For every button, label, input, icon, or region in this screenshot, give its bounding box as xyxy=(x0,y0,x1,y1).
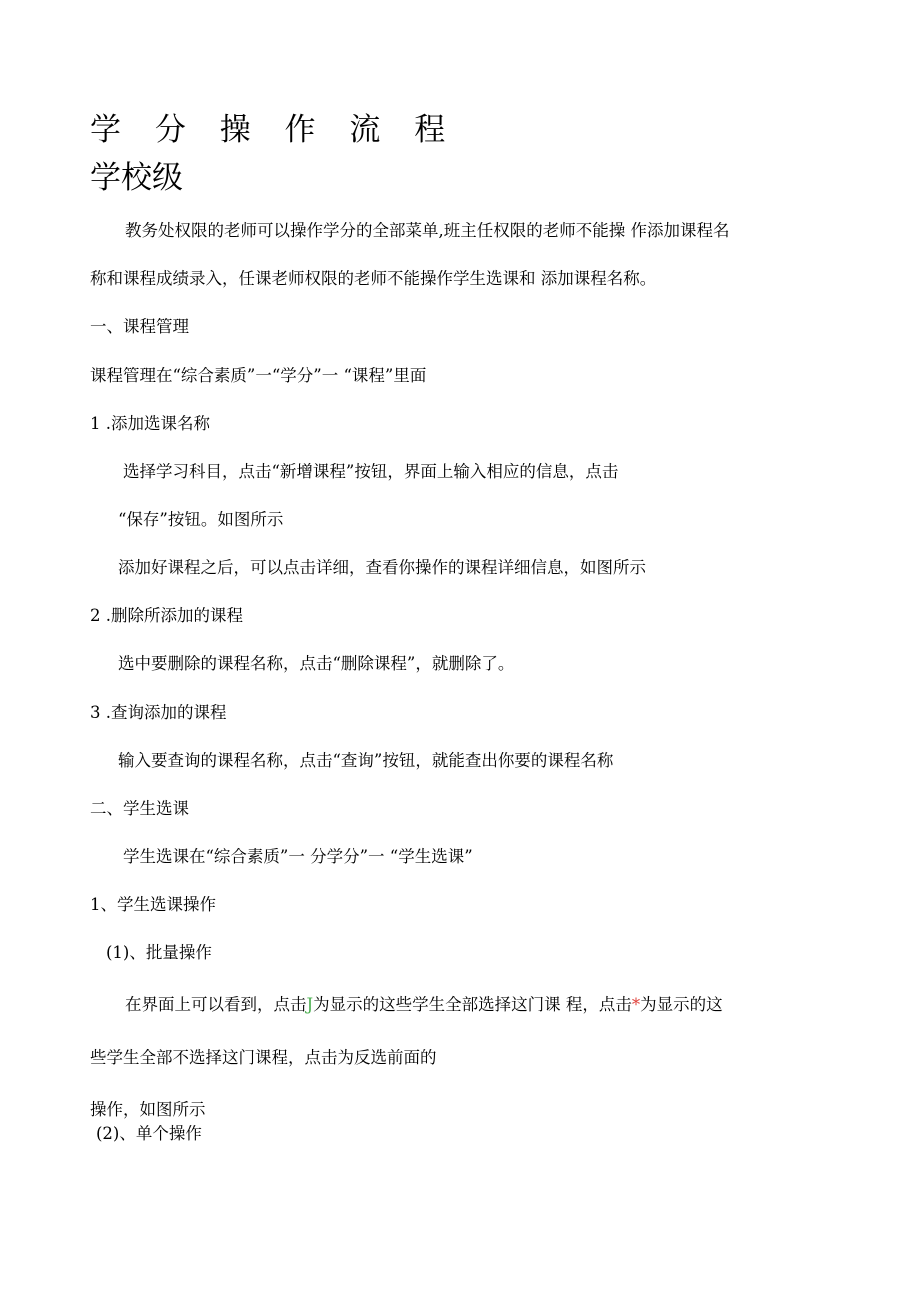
intro-paragraph-line-2: 称和课程成绩录入，任课老师权限的老师不能操作学生选课和 添加课程名称。 xyxy=(90,269,657,288)
item-1-text-line-1: 选择学习科目，点击“新增课程”按钮，界面上输入相应的信息，点击 xyxy=(123,462,619,481)
select-all-icon: J xyxy=(306,995,314,1014)
item-3-text: 输入要查询的课程名称，点击“查询”按钮，就能查出你要的课程名称 xyxy=(118,751,614,770)
section-2-path: 学生选课在“综合素质”一 分学分”一 “学生选课” xyxy=(123,847,473,866)
batch-paragraph-line-1 xyxy=(125,994,723,1016)
document-title: 学 分 操 作 流 程 xyxy=(90,112,458,148)
section-1-path: 课程管理在“综合素质”一“学分”一 “课程”里面 xyxy=(90,366,427,385)
sub-1-2-heading: (2)、单个操作 xyxy=(96,1124,202,1143)
section-2-heading: 二、学生选课 xyxy=(90,799,189,818)
item-1-text-line-3: 添加好课程之后，可以点击详细，查看你操作的课程详细信息，如图所示 xyxy=(118,558,646,577)
sub-1-1-heading: (1)、批量操作 xyxy=(106,943,212,962)
batch-text-b: 为显示的这些学生全部选择这门课 程，点击 xyxy=(313,995,632,1014)
intro-paragraph-line-1: 教务处权限的老师可以操作学分的全部菜单,班主任权限的老师不能操 作添加课程名 xyxy=(125,221,730,240)
sub-1-heading: 1、学生选课操作 xyxy=(90,895,216,914)
batch-paragraph-line-3: 操作，如图所示 xyxy=(90,1100,206,1119)
item-1-heading: 1 .添加选课名称 xyxy=(90,414,210,433)
item-2-heading: 2 .删除所添加的课程 xyxy=(90,606,243,625)
item-2-text: 选中要删除的课程名称，点击“删除课程”，就删除了。 xyxy=(118,654,515,673)
batch-paragraph-line-2: 些学生全部不选择这门课程，点击为反选前面的 xyxy=(90,1048,437,1067)
batch-text-c: 为显示的这 xyxy=(640,995,723,1014)
batch-text-a: 在界面上可以看到，点击 xyxy=(125,995,307,1014)
item-1-text-line-2: “保存”按钮。如图所示 xyxy=(118,510,284,529)
section-1-heading: 一、课程管理 xyxy=(90,317,189,336)
document-subtitle: 学校级 xyxy=(90,160,183,196)
item-3-heading: 3 .查询添加的课程 xyxy=(90,703,227,722)
deselect-all-icon: * xyxy=(631,995,641,1014)
